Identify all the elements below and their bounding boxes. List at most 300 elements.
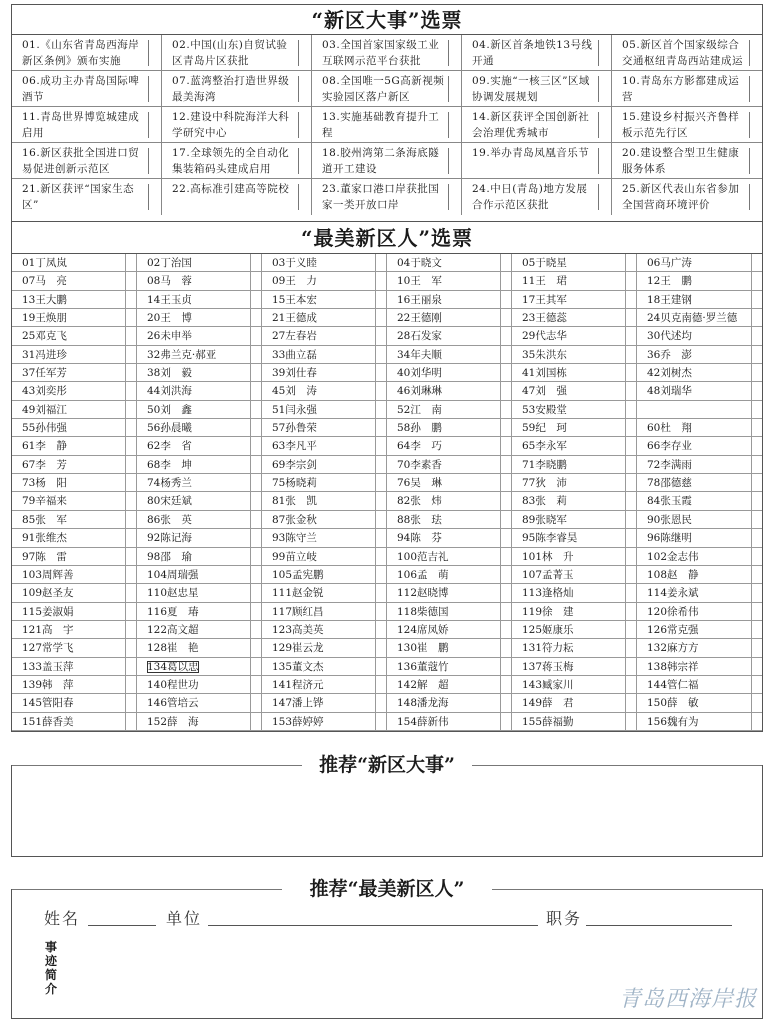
event-option[interactable] — [12, 179, 162, 215]
person-checkbox[interactable] — [751, 621, 762, 638]
event-option[interactable] — [612, 179, 762, 215]
person-checkbox[interactable] — [250, 419, 261, 436]
person-checkbox[interactable] — [751, 254, 762, 271]
person-checkbox[interactable] — [250, 584, 261, 601]
person-option[interactable] — [137, 272, 262, 290]
person-checkbox[interactable] — [500, 492, 511, 509]
person-checkbox[interactable] — [250, 401, 261, 418]
person-checkbox[interactable] — [751, 658, 762, 675]
person-option[interactable] — [137, 639, 262, 657]
person-option[interactable] — [137, 511, 262, 529]
event-option[interactable] — [312, 107, 462, 143]
event-checkbox[interactable] — [749, 40, 760, 66]
person-checkbox[interactable] — [500, 401, 511, 418]
person-option[interactable] — [387, 713, 512, 731]
person-option[interactable] — [387, 548, 512, 566]
person-option[interactable] — [637, 621, 762, 639]
person-checkbox[interactable] — [751, 694, 762, 711]
person-option[interactable] — [12, 401, 137, 419]
person-checkbox[interactable] — [751, 566, 762, 583]
event-option[interactable] — [12, 71, 162, 107]
person-checkbox[interactable] — [500, 291, 511, 308]
person-option[interactable] — [512, 327, 637, 345]
person-option[interactable] — [637, 511, 762, 529]
person-checkbox[interactable] — [250, 291, 261, 308]
person-checkbox[interactable] — [375, 713, 386, 730]
person-checkbox[interactable] — [625, 309, 636, 326]
person-option[interactable] — [137, 474, 262, 492]
person-checkbox[interactable] — [125, 419, 136, 436]
person-checkbox[interactable] — [500, 529, 511, 546]
person-option[interactable] — [12, 676, 137, 694]
event-option[interactable] — [612, 71, 762, 107]
person-option[interactable] — [512, 621, 637, 639]
event-option[interactable] — [162, 143, 312, 179]
person-checkbox[interactable] — [375, 419, 386, 436]
person-option[interactable] — [387, 474, 512, 492]
person-option[interactable] — [137, 401, 262, 419]
person-checkbox[interactable] — [375, 456, 386, 473]
person-checkbox[interactable] — [751, 291, 762, 308]
person-checkbox[interactable] — [625, 437, 636, 454]
event-checkbox[interactable] — [598, 76, 609, 102]
person-checkbox[interactable] — [250, 529, 261, 546]
person-checkbox[interactable] — [751, 713, 762, 730]
person-checkbox[interactable] — [625, 639, 636, 656]
person-checkbox[interactable] — [125, 291, 136, 308]
person-option[interactable] — [137, 621, 262, 639]
event-checkbox[interactable] — [298, 40, 309, 66]
person-checkbox[interactable] — [125, 511, 136, 528]
person-checkbox[interactable] — [500, 474, 511, 491]
person-option[interactable] — [387, 327, 512, 345]
person-option[interactable] — [637, 309, 762, 327]
person-checkbox[interactable] — [625, 511, 636, 528]
person-option[interactable] — [12, 566, 137, 584]
person-option[interactable] — [12, 529, 137, 547]
person-checkbox[interactable] — [751, 584, 762, 601]
person-option[interactable] — [12, 309, 137, 327]
event-option[interactable] — [612, 35, 762, 71]
person-checkbox[interactable] — [751, 437, 762, 454]
person-checkbox[interactable] — [500, 584, 511, 601]
person-option[interactable] — [137, 327, 262, 345]
person-checkbox[interactable] — [500, 309, 511, 326]
person-checkbox[interactable] — [375, 364, 386, 381]
event-checkbox[interactable] — [749, 76, 760, 102]
person-option[interactable] — [512, 566, 637, 584]
person-checkbox[interactable] — [250, 694, 261, 711]
person-option[interactable] — [512, 639, 637, 657]
person-checkbox[interactable] — [625, 529, 636, 546]
person-checkbox[interactable] — [375, 548, 386, 565]
event-option[interactable] — [612, 143, 762, 179]
person-checkbox[interactable] — [500, 639, 511, 656]
person-option[interactable] — [262, 676, 387, 694]
person-checkbox[interactable] — [125, 529, 136, 546]
person-checkbox[interactable] — [751, 346, 762, 363]
person-option[interactable] — [512, 401, 637, 419]
person-checkbox[interactable] — [125, 658, 136, 675]
event-checkbox[interactable] — [448, 112, 459, 138]
person-option[interactable] — [262, 658, 387, 676]
person-checkbox[interactable] — [751, 529, 762, 546]
person-checkbox[interactable] — [125, 474, 136, 491]
event-option[interactable] — [312, 71, 462, 107]
person-checkbox[interactable] — [125, 327, 136, 344]
person-option[interactable] — [262, 603, 387, 621]
person-checkbox[interactable] — [500, 658, 511, 675]
person-option[interactable] — [637, 529, 762, 547]
person-option[interactable] — [12, 548, 137, 566]
person-checkbox[interactable] — [500, 548, 511, 565]
person-checkbox[interactable] — [250, 309, 261, 326]
person-option[interactable] — [387, 382, 512, 400]
person-option[interactable] — [637, 694, 762, 712]
event-option[interactable] — [462, 107, 612, 143]
person-checkbox[interactable] — [375, 529, 386, 546]
person-checkbox[interactable] — [125, 694, 136, 711]
person-checkbox[interactable] — [500, 566, 511, 583]
person-checkbox[interactable] — [375, 676, 386, 693]
person-option[interactable] — [387, 401, 512, 419]
person-option[interactable] — [512, 511, 637, 529]
event-checkbox[interactable] — [148, 184, 159, 210]
person-checkbox[interactable] — [250, 364, 261, 381]
event-option[interactable] — [312, 35, 462, 71]
person-option[interactable] — [12, 584, 137, 602]
person-checkbox[interactable] — [125, 713, 136, 730]
person-option[interactable] — [12, 694, 137, 712]
person-checkbox[interactable] — [751, 548, 762, 565]
event-checkbox[interactable] — [148, 76, 159, 102]
person-option[interactable] — [262, 291, 387, 309]
event-checkbox[interactable] — [448, 148, 459, 174]
person-option[interactable] — [262, 713, 387, 731]
event-checkbox[interactable] — [448, 76, 459, 102]
person-checkbox[interactable] — [125, 272, 136, 289]
event-checkbox[interactable] — [148, 148, 159, 174]
person-checkbox[interactable] — [125, 382, 136, 399]
person-checkbox[interactable] — [375, 584, 386, 601]
person-option[interactable] — [637, 254, 762, 272]
person-option[interactable] — [387, 309, 512, 327]
person-option[interactable] — [387, 492, 512, 510]
event-checkbox[interactable] — [148, 40, 159, 66]
person-checkbox[interactable] — [625, 603, 636, 620]
person-checkbox[interactable] — [625, 456, 636, 473]
person-option[interactable] — [137, 291, 262, 309]
person-option[interactable] — [637, 713, 762, 731]
position-field[interactable] — [586, 925, 732, 926]
event-checkbox[interactable] — [298, 184, 309, 210]
person-option[interactable] — [262, 529, 387, 547]
person-option[interactable] — [387, 272, 512, 290]
person-option[interactable] — [637, 291, 762, 309]
person-checkbox[interactable] — [625, 401, 636, 418]
person-option[interactable] — [12, 382, 137, 400]
person-checkbox[interactable] — [625, 694, 636, 711]
person-checkbox[interactable] — [250, 382, 261, 399]
event-option[interactable] — [462, 71, 612, 107]
person-checkbox[interactable] — [625, 658, 636, 675]
event-checkbox[interactable] — [598, 184, 609, 210]
event-option[interactable] — [462, 35, 612, 71]
person-option[interactable] — [262, 364, 387, 382]
event-option[interactable] — [162, 107, 312, 143]
person-checkbox[interactable] — [375, 309, 386, 326]
person-option[interactable] — [12, 272, 137, 290]
person-option[interactable] — [12, 621, 137, 639]
person-option[interactable] — [12, 291, 137, 309]
event-option[interactable] — [612, 107, 762, 143]
person-checkbox[interactable] — [375, 492, 386, 509]
event-checkbox[interactable] — [598, 112, 609, 138]
person-checkbox[interactable] — [625, 346, 636, 363]
person-option[interactable] — [512, 382, 637, 400]
person-option[interactable] — [12, 492, 137, 510]
person-checkbox[interactable] — [500, 603, 511, 620]
person-option[interactable] — [512, 492, 637, 510]
person-option[interactable] — [512, 603, 637, 621]
person-option[interactable] — [12, 364, 137, 382]
person-option[interactable] — [387, 254, 512, 272]
person-checkbox[interactable] — [751, 382, 762, 399]
person-checkbox[interactable] — [751, 364, 762, 381]
person-checkbox[interactable] — [125, 603, 136, 620]
person-checkbox[interactable] — [250, 639, 261, 656]
person-option[interactable] — [137, 309, 262, 327]
person-option[interactable] — [512, 548, 637, 566]
event-checkbox[interactable] — [298, 112, 309, 138]
event-checkbox[interactable] — [448, 184, 459, 210]
person-checkbox[interactable] — [625, 382, 636, 399]
person-checkbox[interactable] — [751, 511, 762, 528]
person-checkbox[interactable] — [125, 566, 136, 583]
person-option[interactable] — [512, 676, 637, 694]
person-option[interactable] — [262, 474, 387, 492]
person-checkbox[interactable] — [125, 492, 136, 509]
person-checkbox[interactable] — [751, 474, 762, 491]
person-option[interactable] — [137, 492, 262, 510]
person-option[interactable] — [637, 401, 762, 419]
person-checkbox[interactable] — [500, 364, 511, 381]
person-checkbox[interactable] — [375, 621, 386, 638]
event-option[interactable] — [312, 143, 462, 179]
person-checkbox[interactable] — [375, 346, 386, 363]
person-checkbox[interactable] — [250, 658, 261, 675]
person-option[interactable] — [137, 437, 262, 455]
person-checkbox[interactable] — [500, 382, 511, 399]
person-option[interactable] — [12, 456, 137, 474]
person-checkbox[interactable] — [500, 676, 511, 693]
person-checkbox[interactable] — [751, 456, 762, 473]
person-option[interactable] — [262, 456, 387, 474]
person-checkbox[interactable] — [625, 254, 636, 271]
person-option[interactable] — [137, 254, 262, 272]
person-checkbox[interactable] — [500, 511, 511, 528]
person-checkbox[interactable] — [250, 254, 261, 271]
event-option[interactable] — [162, 179, 312, 215]
event-checkbox[interactable] — [298, 76, 309, 102]
person-checkbox[interactable] — [500, 621, 511, 638]
person-option[interactable] — [12, 658, 137, 676]
person-option[interactable] — [637, 603, 762, 621]
person-option[interactable] — [12, 603, 137, 621]
person-option[interactable] — [12, 327, 137, 345]
person-checkbox[interactable] — [375, 327, 386, 344]
person-checkbox[interactable] — [751, 676, 762, 693]
person-option[interactable] — [512, 291, 637, 309]
person-checkbox[interactable] — [250, 474, 261, 491]
event-checkbox[interactable] — [598, 148, 609, 174]
person-option[interactable] — [512, 364, 637, 382]
person-option[interactable] — [512, 713, 637, 731]
person-checkbox[interactable] — [500, 456, 511, 473]
person-option[interactable] — [137, 548, 262, 566]
person-option[interactable] — [137, 346, 262, 364]
person-checkbox[interactable] — [250, 603, 261, 620]
person-checkbox[interactable] — [125, 584, 136, 601]
person-checkbox[interactable] — [375, 603, 386, 620]
person-option[interactable] — [262, 272, 387, 290]
person-option[interactable] — [262, 566, 387, 584]
person-checkbox[interactable] — [125, 254, 136, 271]
person-checkbox[interactable] — [250, 272, 261, 289]
person-option[interactable] — [387, 346, 512, 364]
person-checkbox[interactable] — [500, 272, 511, 289]
person-option[interactable] — [137, 676, 262, 694]
person-option[interactable] — [637, 419, 762, 437]
person-option[interactable] — [512, 694, 637, 712]
person-option[interactable] — [137, 382, 262, 400]
person-option[interactable] — [387, 456, 512, 474]
event-checkbox[interactable] — [598, 40, 609, 66]
person-option[interactable] — [512, 437, 637, 455]
person-option[interactable] — [512, 658, 637, 676]
person-option[interactable] — [137, 364, 262, 382]
person-option[interactable] — [637, 474, 762, 492]
person-checkbox[interactable] — [751, 327, 762, 344]
person-checkbox[interactable] — [751, 639, 762, 656]
event-option[interactable] — [12, 107, 162, 143]
event-option[interactable] — [162, 71, 312, 107]
person-checkbox[interactable] — [500, 327, 511, 344]
person-option[interactable] — [262, 309, 387, 327]
person-checkbox[interactable] — [500, 437, 511, 454]
person-option[interactable] — [12, 511, 137, 529]
event-option[interactable] — [12, 143, 162, 179]
person-checkbox[interactable] — [250, 492, 261, 509]
person-option[interactable] — [262, 327, 387, 345]
person-option[interactable] — [387, 529, 512, 547]
person-option[interactable] — [262, 254, 387, 272]
person-checkbox[interactable] — [375, 291, 386, 308]
event-option[interactable] — [312, 179, 462, 215]
person-checkbox[interactable] — [625, 584, 636, 601]
person-option[interactable] — [637, 584, 762, 602]
person-option[interactable] — [262, 639, 387, 657]
person-option[interactable] — [637, 456, 762, 474]
person-checkbox[interactable] — [375, 382, 386, 399]
person-option[interactable] — [12, 419, 137, 437]
event-option[interactable] — [462, 143, 612, 179]
event-option[interactable] — [462, 179, 612, 215]
person-checkbox[interactable] — [375, 658, 386, 675]
person-checkbox[interactable] — [625, 676, 636, 693]
person-option[interactable] — [12, 713, 137, 731]
person-option[interactable] — [387, 603, 512, 621]
person-option[interactable] — [137, 658, 262, 676]
person-option[interactable] — [637, 548, 762, 566]
person-option[interactable] — [387, 621, 512, 639]
person-checkbox[interactable] — [250, 346, 261, 363]
person-option[interactable] — [637, 437, 762, 455]
person-option[interactable] — [262, 437, 387, 455]
name-field[interactable] — [88, 925, 156, 926]
person-checkbox[interactable] — [375, 639, 386, 656]
person-option[interactable] — [637, 639, 762, 657]
person-option[interactable] — [387, 639, 512, 657]
person-option[interactable] — [137, 419, 262, 437]
person-option[interactable] — [512, 309, 637, 327]
person-checkbox[interactable] — [625, 621, 636, 638]
person-checkbox[interactable] — [625, 566, 636, 583]
person-checkbox[interactable] — [500, 713, 511, 730]
person-option[interactable] — [387, 676, 512, 694]
person-option[interactable] — [637, 492, 762, 510]
person-checkbox[interactable] — [125, 676, 136, 693]
person-option[interactable] — [637, 346, 762, 364]
person-checkbox[interactable] — [125, 364, 136, 381]
person-option[interactable] — [262, 492, 387, 510]
person-option[interactable] — [512, 419, 637, 437]
person-option[interactable] — [262, 511, 387, 529]
event-checkbox[interactable] — [749, 148, 760, 174]
person-option[interactable] — [512, 254, 637, 272]
event-option[interactable] — [162, 35, 312, 71]
event-checkbox[interactable] — [448, 40, 459, 66]
person-checkbox[interactable] — [125, 456, 136, 473]
person-checkbox[interactable] — [625, 272, 636, 289]
person-checkbox[interactable] — [625, 419, 636, 436]
person-checkbox[interactable] — [500, 346, 511, 363]
person-checkbox[interactable] — [751, 401, 762, 418]
person-option[interactable] — [637, 272, 762, 290]
person-checkbox[interactable] — [625, 492, 636, 509]
person-option[interactable] — [262, 584, 387, 602]
person-checkbox[interactable] — [125, 401, 136, 418]
person-checkbox[interactable] — [125, 346, 136, 363]
person-checkbox[interactable] — [625, 327, 636, 344]
person-option[interactable] — [637, 676, 762, 694]
person-option[interactable] — [512, 584, 637, 602]
person-option[interactable] — [137, 584, 262, 602]
recommend-event-box[interactable] — [11, 765, 763, 857]
person-checkbox[interactable] — [125, 548, 136, 565]
person-option[interactable] — [137, 456, 262, 474]
person-checkbox[interactable] — [375, 474, 386, 491]
person-option[interactable] — [637, 327, 762, 345]
person-option[interactable] — [137, 566, 262, 584]
person-checkbox[interactable] — [125, 309, 136, 326]
unit-field[interactable] — [208, 925, 538, 926]
person-option[interactable] — [637, 566, 762, 584]
person-checkbox[interactable] — [375, 437, 386, 454]
person-option[interactable] — [12, 437, 137, 455]
event-checkbox[interactable] — [148, 112, 159, 138]
person-checkbox[interactable] — [751, 492, 762, 509]
